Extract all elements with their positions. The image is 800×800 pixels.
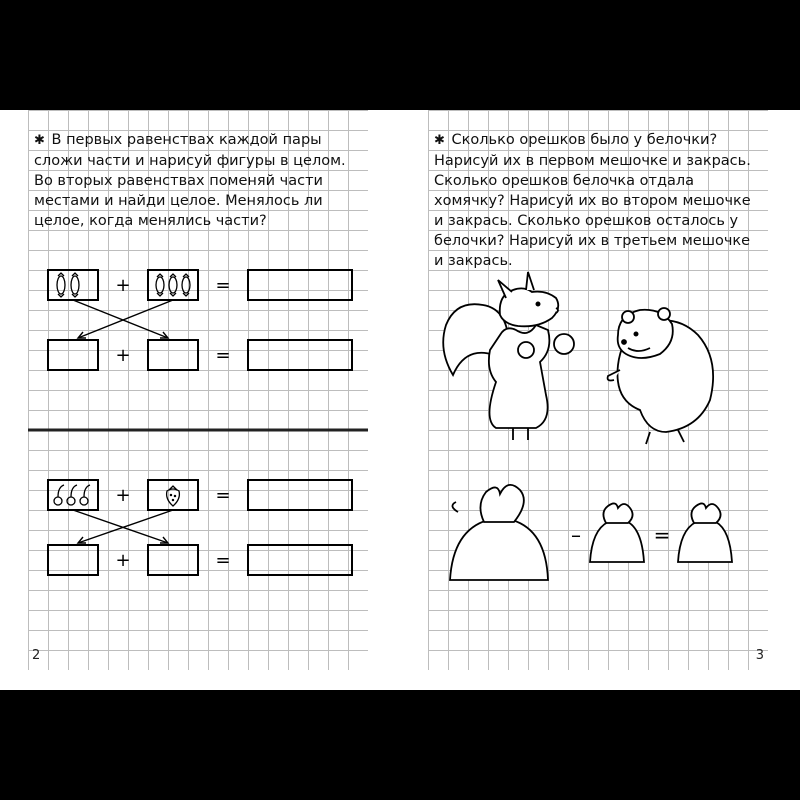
sack-small-icon[interactable]	[678, 503, 732, 562]
answer-box-part[interactable]	[148, 340, 198, 370]
plus-sign: +	[115, 485, 131, 506]
equals-sign: =	[653, 523, 671, 547]
cherry-icon	[54, 485, 90, 505]
page-number: 3	[755, 648, 764, 663]
page-number: 2	[32, 648, 41, 663]
left-page	[28, 110, 368, 670]
plus-sign: +	[115, 275, 131, 296]
whole-box-empty[interactable]	[248, 480, 352, 510]
right-task-text: Сколько орешков было у белочки? Нарисуй их в первом мешочке и закрась. Сколько орешков белочка отдала хомячку? Нарисуй их во втором мешочке и закрась. Сколько орешков осталось у белочки? Нарисуй их в третьем мешочке и закрась.	[434, 132, 751, 269]
strawberry-icon	[167, 486, 180, 506]
equals-sign: =	[215, 345, 231, 366]
plus-sign: +	[115, 345, 131, 366]
asterisk-icon: ✱	[34, 133, 45, 148]
answer-box-whole[interactable]	[248, 545, 352, 575]
plus-sign: +	[115, 550, 131, 571]
hamster-illustration	[608, 308, 714, 444]
equals-sign: =	[215, 550, 231, 571]
equals-sign: =	[215, 275, 231, 296]
squirrel-illustration	[443, 272, 574, 440]
candy-icon	[156, 274, 190, 296]
answer-box-whole[interactable]	[248, 340, 352, 370]
left-exercises	[28, 110, 368, 670]
right-illustration	[428, 110, 768, 670]
part-box-cherries-3	[48, 480, 98, 510]
swap-arrows	[73, 510, 173, 543]
whole-box-empty[interactable]	[248, 270, 352, 300]
answer-box-part[interactable]	[48, 545, 98, 575]
candy-icon	[57, 273, 79, 297]
sack-large-icon[interactable]	[450, 485, 548, 580]
workbook-spread	[0, 110, 800, 690]
sack-small-icon[interactable]	[590, 503, 644, 562]
answer-box-part[interactable]	[148, 545, 198, 575]
equals-sign: =	[215, 485, 231, 506]
answer-box-part[interactable]	[48, 340, 98, 370]
right-page	[428, 110, 768, 670]
asterisk-icon: ✱	[434, 133, 445, 148]
swap-arrows	[73, 300, 173, 338]
minus-sign: –	[571, 523, 581, 547]
left-task-text: В первых равенствах каждой пары сложи части и нарисуй фигуры в целом. Во вторых равенствах поменяй части местами и найди целое. Менялось ли целое, когда менялись части?	[34, 132, 346, 229]
